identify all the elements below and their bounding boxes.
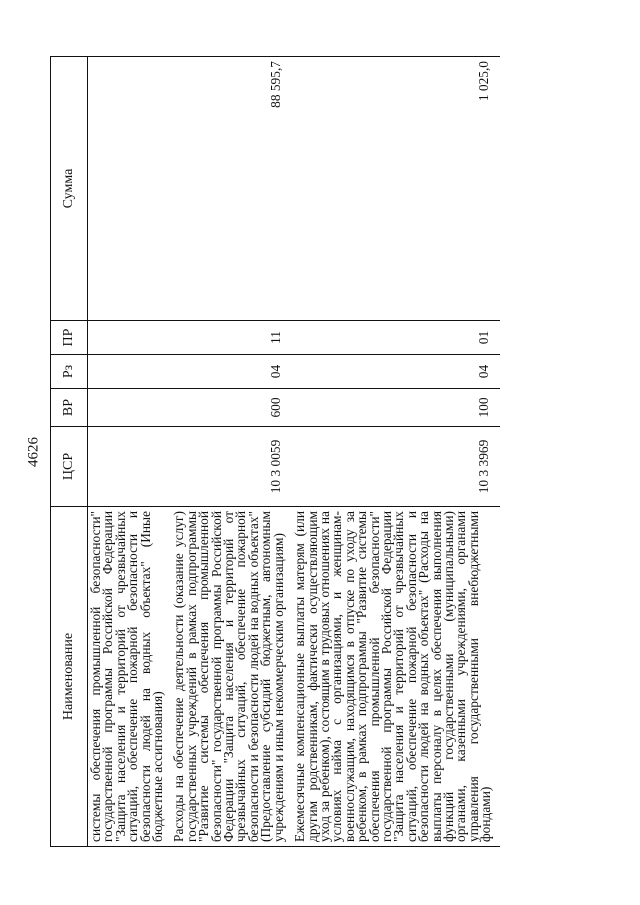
row-vr-cell	[88, 389, 172, 427]
row-vr-cell: 600	[171, 389, 292, 427]
page-number: 4626	[25, 437, 42, 467]
row-rz-cell: 04	[292, 355, 500, 389]
column-header-pr: ПР	[51, 321, 88, 355]
row-csr-cell: 10 3 0059	[171, 427, 292, 507]
row-pr-cell	[88, 321, 172, 355]
table-header-row	[51, 57, 88, 847]
table-row	[292, 57, 500, 847]
row-rz-cell	[88, 355, 172, 389]
row-sum-cell	[88, 57, 172, 321]
table-row	[88, 57, 172, 847]
row-sum-cell: 1 025,0	[292, 57, 500, 321]
column-header-sum: Сумма	[51, 57, 88, 321]
row-csr-cell: 10 3 3969	[292, 427, 500, 507]
column-header-csr: ЦСР	[51, 427, 88, 507]
row-vr-cell: 100	[292, 389, 500, 427]
column-header-name: Наименование	[51, 507, 88, 847]
row-pr-cell: 01	[292, 321, 500, 355]
budget-table	[50, 56, 500, 847]
row-sum-cell: 88 595,7	[171, 57, 292, 321]
column-header-vr: ВР	[51, 389, 88, 427]
row-pr-cell: 11	[171, 321, 292, 355]
row-name-cell: системы обеспечения промышленной безопасности" государственной программы Российской Федерации "Защита населения и территорий от чрезвычайных ситуаций, обеспечение пожарной безопасности и безопасности людей на водных объектах" (Иные бюджетные ассигнования)	[88, 507, 172, 847]
table-row	[171, 57, 292, 847]
row-csr-cell	[88, 427, 172, 507]
row-rz-cell: 04	[171, 355, 292, 389]
row-name-cell: Расходы на обеспечение деятельности (оказание услуг) государственных учреждений в рамках подпрограммы "Развитие системы обеспечения промышленной безопасности" государственной программы Российской Федерации "Защита населения и территорий от чрезвычайных ситуаций, обеспечение пожарной безопасности и безопасности людей на водных объектах" (Предоставление субсидий бюджетным, автономным учреждениям и иным некоммерческим организациям)	[171, 507, 292, 847]
column-header-rz: Рз	[51, 355, 88, 389]
row-name-cell: Ежемесячные компенсационные выплаты матерям (или другим родственникам, фактически осуществляющим уход за ребенком), состоящим в трудовых отношениях на условиях найма с организациями, и женщинам-военнослужащим, находящимся в отпуске по уходу за ребенком, в рамках подпрограммы "Развитие системы обеспечения промышленной безопасности" государственной программы Российской Федерации "Защита населения и территорий от чрезвычайных ситуаций, обеспечение пожарной безопасности и безопасности людей на водных объектах" (Расходы на выплаты персоналу в целях обеспечения выполнения функций государственными (муниципальными) органами, казенными учреждениями, органами управления государственными внебюджетными фондами)	[292, 507, 500, 847]
rotated-page-content	[50, 57, 590, 847]
